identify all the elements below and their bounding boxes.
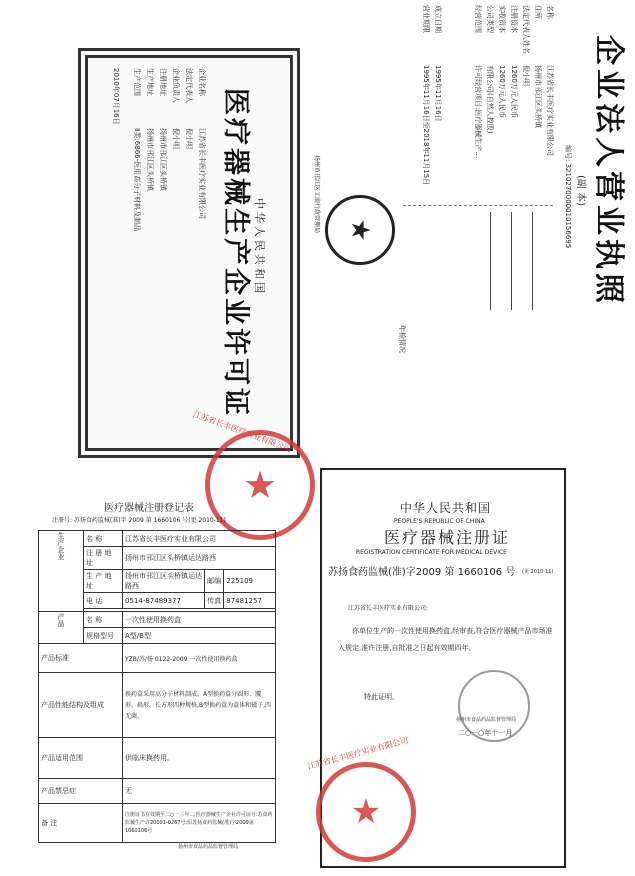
business-license-title: 企业法人营业执照: [591, 35, 626, 307]
cell-value: 江苏省长丰医疗实业有限公司: [123, 531, 276, 547]
field-row: [168, 68, 181, 428]
registration-form-footer: 扬州市食品药品监督管理局: [178, 844, 239, 850]
business-license-seal-text: 扬州市邗江区工商行政管理局: [313, 155, 320, 234]
field-label: 营业期限: [422, 5, 430, 33]
cell-label: 名 称: [84, 531, 123, 547]
field-row: [443, 5, 483, 195]
production-permit-title: 医疗器械生产企业许可证: [220, 88, 251, 418]
registration-form-title: 医疗器械注册登记表: [104, 503, 194, 514]
cell-value: A型/B型: [123, 628, 276, 644]
field-value: 倪小明: [522, 65, 530, 86]
field-row: [483, 5, 495, 195]
cert-company: 江苏省长丰医疗实业有限公司:: [348, 605, 429, 612]
table-row: [39, 738, 276, 779]
field-label: 成立日期: [434, 5, 442, 33]
company-red-seal-small: [316, 762, 416, 862]
field-row: [419, 5, 431, 195]
cell-value: 无: [123, 779, 276, 804]
field-value: 江苏省长丰医疗实业有限公司: [546, 65, 554, 156]
field-label: 企业名称: [198, 68, 206, 96]
left-label-product: 产品: [39, 612, 84, 644]
field-value: Ⅱ类:6866-医用高分子材料及制品: [133, 128, 141, 232]
seal-star-icon: ★: [242, 463, 278, 507]
field-row: [507, 5, 519, 195]
cell-label: 产品禁忌症: [39, 779, 123, 804]
field-row: [431, 5, 443, 195]
cert-title-cn: 医疗器械注册证: [384, 528, 511, 547]
cert-number-suffix: (更 2010-11): [522, 569, 554, 575]
company-red-seal-small-text: 江苏省长丰医疗实业有限公司: [306, 735, 410, 772]
table-row: [39, 804, 276, 843]
left-label-company: 生产企业: [39, 531, 84, 612]
production-permit-date: 2010年07月16日: [112, 68, 120, 125]
cell-label: 邮编: [205, 570, 224, 593]
scribble-line: [511, 212, 512, 310]
field-label: 实收资本: [498, 5, 506, 33]
business-license-fields: [419, 5, 555, 195]
field-value: 1995年11月16日至2018年11月15日: [422, 65, 430, 186]
business-license-seal: [325, 195, 395, 265]
cell-label: 名 称: [84, 612, 123, 628]
cell-value: 87481257: [224, 593, 276, 609]
field-row: [155, 68, 168, 428]
cell-label: 电 话: [84, 593, 123, 609]
registration-table: [38, 530, 276, 843]
field-label: 法定代表人: [185, 68, 193, 103]
field-row: [194, 68, 207, 428]
field-label: 经营范围: [474, 5, 482, 33]
table-row: [39, 673, 276, 738]
cell-label: 传真: [205, 593, 224, 609]
production-permit-header: 中华人民共和国: [253, 198, 266, 296]
field-label: 企业负责人: [172, 68, 180, 103]
table-row: [39, 531, 276, 547]
field-row: [142, 68, 155, 428]
business-license-reg-no: 编号: 3210270000010156695: [564, 145, 572, 249]
field-value: 倪小明: [185, 128, 193, 149]
table-row: [39, 779, 276, 804]
cell-label: 注 册 地 址: [84, 547, 123, 570]
field-row: [519, 5, 531, 195]
field-label: 公司类型: [486, 5, 494, 33]
cert-body: 你单位生产的一次性使用换药盒,经审查,符合医疗器械产品市场准入规定,准许注册,自批准之日起有效期四年。: [338, 627, 553, 652]
business-license-subtitle: (副 本): [575, 175, 586, 206]
business-license: [305, 0, 635, 415]
cert-title-en: REGISTRATION CERTIFICATE FOR MEDICAL DEVICE: [356, 549, 507, 556]
registration-form-reg-no: 注册号: 苏扬食药监械(准)字 2009 第 1660106 号(更 2010-11): [52, 517, 226, 524]
cert-issuer-seal: [458, 670, 530, 742]
cell-label: 生 产 地 址: [84, 570, 123, 593]
seal-star-icon: ★: [345, 218, 375, 242]
table-row: [39, 644, 276, 673]
cell-label: 产品性能结构及组成: [39, 673, 123, 738]
field-value: 倪小明: [172, 128, 180, 149]
field-label: 生产范围: [133, 68, 141, 96]
cell-label: 规格型号: [84, 628, 123, 644]
field-value: 江苏省长丰医疗实业有限公司: [198, 128, 206, 219]
cell-value: 注册证书有效期至二○一三年...;医疗器械生产企业许可证号:苏食药监械生产许20001-0267号;原苏扬食药监械(准)字2009第1660106号: [123, 804, 276, 843]
field-value: 许可经营项目:医疗器械生产...: [474, 65, 482, 159]
field-row: [129, 68, 142, 428]
field-label: 注册地址: [159, 68, 167, 96]
field-row: [543, 5, 555, 195]
cell-value: 供临床换药用。: [123, 738, 276, 779]
field-label: 名称: [546, 5, 554, 19]
table-row: [39, 612, 276, 628]
cert-number: 苏扬食药监械(准)字2009 第 1660106 号: [328, 567, 516, 578]
cert-closing: 特此证明。: [364, 693, 399, 701]
production-permit: [89, 48, 289, 458]
cell-value: 扬州市邗江区头桥镇运达路西: [123, 570, 205, 593]
field-value: 1995年11月16日: [434, 65, 442, 122]
cell-value: YZB/苏/扬 0122-2009 一次性使用换药盒: [123, 644, 276, 673]
cert-header-cn: 中华人民共和国: [400, 501, 492, 515]
scribble-line: [490, 212, 491, 310]
cell-label: 产品标准: [39, 644, 123, 673]
field-label: 法定代表人姓名: [522, 5, 530, 54]
cell-value: 一次性使用换药盒: [123, 612, 276, 628]
cert-header-en: PEOPLE'S REPUBLIC OF CHINA: [394, 518, 485, 525]
field-row: [181, 68, 194, 428]
field-label: 住所: [534, 5, 542, 19]
seal-star-icon: ★: [350, 792, 382, 832]
cell-value: 换药盒采用高分子材料制成。A型换药盒分圆形、腰形、扁形、长方形四种规格;B型换药盒为盒体和镊子,四无菌。: [123, 673, 276, 738]
field-value: 扬州市邗江区头桥镇: [534, 65, 542, 128]
field-label: 注册资本: [510, 5, 518, 33]
scribble-line: [532, 212, 533, 310]
field-value: 扬州市邗江区头桥镇: [146, 128, 154, 191]
cell-value: 扬州市邗江区头桥镇运达路西: [123, 547, 276, 570]
registration-form: [38, 504, 276, 850]
field-value: 有限公司(自然人控股): [486, 65, 494, 134]
cell-value: 0514-87489377: [123, 593, 205, 609]
annual-inspection-label: 年检情况: [398, 325, 406, 353]
field-value: 1260万元人民币: [510, 65, 518, 118]
cert-date: 二○一○年十一月: [458, 729, 513, 737]
cell-label: 产品适用范围: [39, 738, 123, 779]
cert-issuer: 扬州市食品药品监督管理局: [456, 717, 517, 723]
field-value: 1260万元人民币: [498, 65, 506, 118]
cell-value: 225109: [224, 570, 276, 593]
annual-inspection-block: [403, 205, 553, 316]
field-row: [495, 5, 507, 195]
production-permit-fields: [129, 68, 207, 428]
field-value: 扬州市邗江区头桥镇: [159, 128, 167, 191]
field-row: [531, 5, 543, 195]
company-red-seal-text: 江苏省长丰医疗实业有限公司: [191, 409, 293, 454]
field-label: 生产地址: [146, 68, 154, 96]
cell-label: 备 注: [39, 804, 123, 843]
